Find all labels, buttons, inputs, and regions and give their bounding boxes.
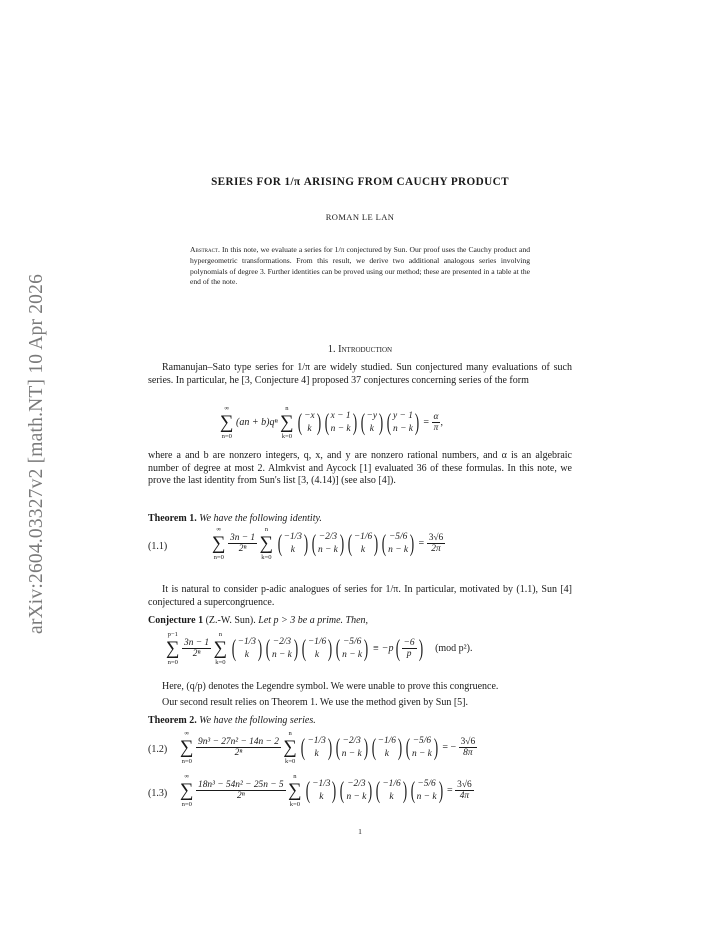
general-term: (an + b)qⁿ [236,417,278,428]
binomial: ( −1/3 k ) [231,635,263,662]
theorem-1 [148,513,572,526]
section-number: 1. [327,344,336,355]
rhs-fraction: $\frac{\alpha}{\pi}$ [433,412,439,433]
term-fraction: $\frac{\text{9n³ − 27n² − 14n − 2}}{\text{2ⁿ}}$ [198,737,279,758]
conjecture-1-attribution: (Z.-W. Sun). [205,615,256,626]
equation-1-3: ∞ ∑ n=0 $\frac{\text{18n³ − 54n² − 25n − 5}}{\text{2ⁿ}}$ n ∑ k=0 ( −1/3 k ) ( −2/3 n − k) ( −1/6 k ) ( −5/6 n − k) = $\frac{3√6}{4\pi}$ [180,773,472,808]
binomial: ( −5/6 n − k) [335,635,369,662]
rhs-fraction: $\frac{3√6}{8\pi}$ [460,737,476,758]
intro-paragraph-4: Here, (q/p) denotes the Legendre symbol. We were unable to prove this congruence. [162,681,499,692]
equation-number-1-2: (1.2) [148,744,168,755]
section-heading [0,344,720,355]
sum-over-n: p−1 ∑ n=0 [166,631,180,666]
binomial: ( −1/3 k ) [301,734,332,761]
rhs-fraction: $\frac{3√6}{4\pi}$ [457,780,472,801]
binomial: ( −1/6 k ) [376,777,407,804]
congruence-equation [166,630,473,667]
section-title: Introduction [338,344,393,355]
sum-over-k: n ∑ k=0 [283,730,297,765]
binomial: ( −2/3 n − k) [340,777,373,804]
term-fraction: $\frac{3n - 1}{\text{2ⁿ}}$ [230,533,256,554]
binomial: ( −5/6 n − k) [381,530,415,557]
page-number: 1 [358,827,362,836]
intro-paragraph-1: Ramanujan–Sato type series for 1/π are widely studied. Sun conjectured many evaluations of such series. In particular, he [3, Conjecture 4] proposed 37 conjectures concerning series of the form [148,362,572,386]
binomial: ( −x k ) [297,409,321,436]
conjecture-1-label: Conjecture 1 [148,615,204,626]
equation-number-1-3: (1.3) [148,788,168,799]
intro-paragraph-3: It is natural to consider p-adic analogues of series for 1/π. In particular, motivated by (1.1), Sun [4] conjectured a supercongruence. [148,584,572,608]
modulus: (mod p²). [435,643,473,654]
general-series-equation: ∞ ∑ n=0 (an + b)qⁿ n ∑ k=0 ( −x k ) ( x − 1 n − k) ( −y k ) ( y − 1 n − k) = $\frac{\alpha}{\pi}$ , [220,405,443,440]
theorem-1-label: Theorem 1. [148,513,197,524]
binomial: ( −2/3 n − k) [265,635,299,662]
congruence-rhs: ≡ −p [372,643,394,654]
theorem-2 [148,715,572,728]
binomial: ( −2/3 n − k) [311,530,345,557]
binomial: ( y − 1 n − k) [386,409,420,436]
binomial: ( −2/3 n − k) [335,734,368,761]
binomial: ( x − 1 n − k) [324,409,357,436]
arxiv-identifier: arXiv:2604.03327v2 [math.NT] 10 Apr 2026 [26,273,47,635]
sum-over-n: ∞ ∑ n=0 [220,405,234,440]
binomial: ( −5/6 n − k) [410,777,443,804]
theorem-2-statement: We have the following series. [199,715,316,726]
rhs-fraction: $\frac{3√6}{2\pi}$ [428,533,444,554]
theorem-2-label: Theorem 2. [148,715,197,726]
conjecture-1 [148,615,572,628]
intro-paragraph-5: Our second result relies on Theorem 1. We use the method given by Sun [5]. [162,697,468,708]
sum-over-n: ∞ ∑ n=0 [180,730,194,765]
sum-over-n: ∞ ∑ n=0 [212,526,226,561]
binomial: ( −y k ) [360,409,384,436]
abstract-text: In this note, we evaluate a series for 1/π conjectured by Sun. Our proof uses the Cauchy product and hypergeometric transformations. From this result, we derive two additional analogous series involving polynomials of degree 3. Further identities can be proved using our method; these are presented in a table at the end of the note. [190,245,530,287]
sum-over-k: n ∑ k=0 [280,405,294,440]
equation-number-1-1: (1.1) [148,541,168,552]
abstract-label: Abstract. [190,245,220,254]
intro-paragraph-2: where a and b are nonzero integers, q, x, and y are nonzero rational numbers, and α is an algebraic number of degree at most 2. Almkvist and Aycock [1] evaluated 36 of these formulas. In this note, we prove the last identity from Sun's list [3, (4.14)] (see also [4]). [148,450,572,487]
conjecture-1-statement: Let p > 3 be a prime. Then, [258,615,369,626]
sum-over-k: n ∑ k=0 [259,526,274,561]
abstract [190,245,530,288]
equation-1-1: ∞ ∑ n=0 $\frac{3n - 1}{\text{2ⁿ}}$ n ∑ k=0 ( −1/3 k ) ( −2/3 n − k) ( −1/6 k ) ( −5/6 n − k) = $\frac{3√6}{2\pi}$ [212,526,444,561]
theorem-1-statement: We have the following identity. [199,513,322,524]
legendre-symbol: ( $\frac{-6}{p}$ ) [395,635,423,662]
sum-over-k: n ∑ k=0 [213,631,228,666]
term-fraction: $\frac{\text{18n³ − 54n² − 25n − 5}}{\text{2ⁿ}}$ [198,780,284,801]
paper-title: SERIES FOR 1/π ARISING FROM CAUCHY PRODUCT [211,176,509,188]
paper-author: ROMAN LE LAN [325,212,395,222]
sum-over-n: ∞ ∑ n=0 [180,773,194,808]
binomial: ( −1/6 k ) [301,635,333,662]
binomial: ( −5/6 n − k) [405,734,439,761]
binomial: ( −1/3 k ) [277,530,309,557]
sum-over-k: n ∑ k=0 [288,773,302,808]
binomial: ( −1/3 k ) [305,777,337,804]
binomial: ( −1/6 k ) [347,530,379,557]
arxiv-sidebar [24,246,50,662]
term-fraction: $\frac{3n - 1}{\text{2ⁿ}}$ [184,638,210,659]
binomial: ( −1/6 k ) [371,734,403,761]
equation-1-2: ∞ ∑ n=0 $\frac{\text{9n³ − 27n² − 14n − 2}}{\text{2ⁿ}}$ n ∑ k=0 ( −1/3 k ) ( −2/3 n − k) ( −1/6 k ) ( −5/6 n − k) = − $\frac{3√6}{8\pi}$ [180,730,476,765]
